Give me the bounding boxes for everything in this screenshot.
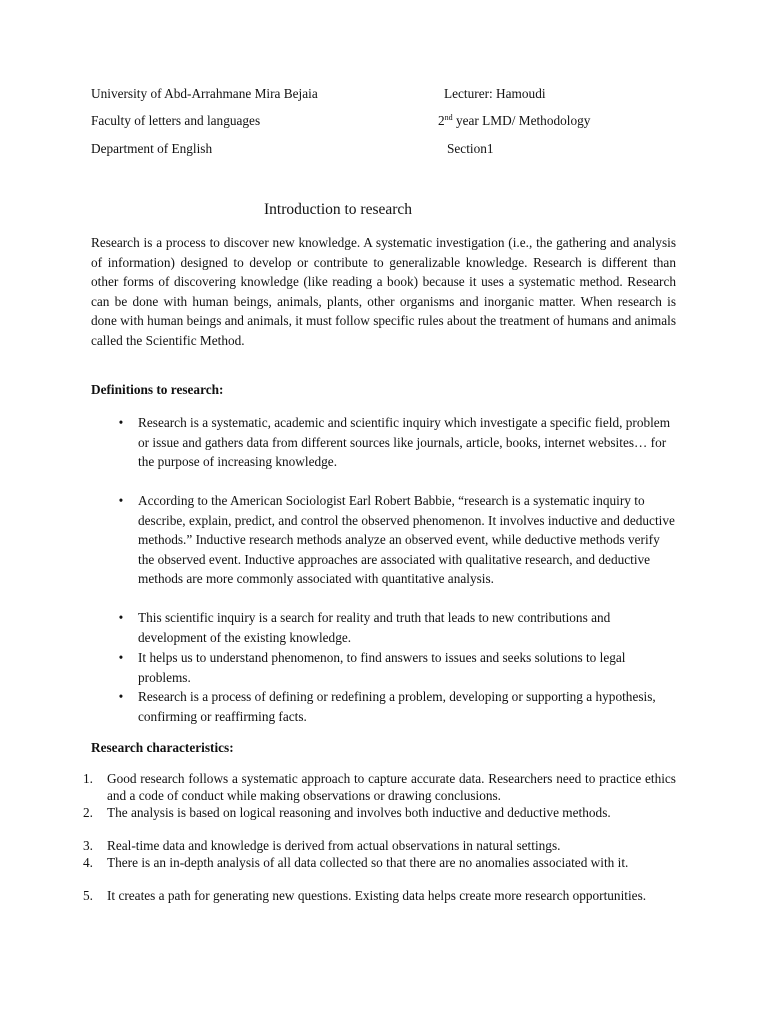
- characteristic-text: Good research follows a systematic approach to capture accurate data. Researchers need to practice ethics and a code of conduct while making observations or drawing conclusions.: [107, 771, 676, 803]
- year-number: 2: [438, 113, 445, 128]
- definition-item: [118, 687, 676, 726]
- definition-item: [118, 491, 676, 589]
- definition-text: According to the American Sociologist Earl Robert Babbie, “research is a systematic inquiry to describe, explain, predict, and control the observed phenomenon. It involves inductive and deductive methods.” Inductive research methods analyze an observed event, while deductive methods verify the observed event. Inductive approaches are associated with qualitative research, and deductive methods are more commonly associated with quantitative analysis.: [138, 493, 675, 586]
- characteristics-heading: Research characteristics:: [91, 740, 234, 755]
- characteristic-text: It creates a path for generating new questions. Existing data helps create more research opportunities.: [107, 888, 647, 903]
- characteristic-text: Real-time data and knowledge is derived from actual observations in natural settings.: [107, 838, 561, 853]
- definition-text: This scientific inquiry is a search for reality and truth that leads to new contributions and development of the existing knowledge.: [138, 610, 611, 645]
- item-number: 5.: [83, 888, 93, 903]
- header-row-2: [91, 111, 691, 131]
- department-name: Department of English: [91, 141, 213, 156]
- definition-text: Research is a systematic, academic and scientific inquiry which investigate a specific field, problem or issue and gathers data from different sources like journals, article, books, internet websites… for the purpose of increasing knowledge.: [138, 415, 671, 469]
- characteristic-item: [83, 888, 676, 905]
- definition-item: [118, 648, 676, 687]
- characteristic-text: There is an in-depth analysis of all data collected so that there are no anomalies associated with it.: [107, 855, 629, 870]
- item-number: 4.: [83, 855, 93, 870]
- intro-paragraph: Research is a process to discover new knowledge. A systematic investigation (i.e., the gathering and analysis of information) designed to develop or contribute to generalizable knowledge. Research is different than other forms of discovering knowledge (like reading a book) because it uses a systematic method. Research can be done with human beings, animals, plants, other organisms and inorganic matter. When research is done with human beings and animals, it must follow specific rules about the treatment of humans and animals called the Scientific Method.: [91, 235, 676, 348]
- definition-text: Research is a process of defining or redefining a problem, developing or supporting a hypothesis, confirming or reaffirming facts.: [138, 689, 656, 724]
- definition-text: It helps us to understand phenomenon, to find answers to issues and seeks solutions to legal problems.: [138, 650, 626, 685]
- characteristic-item: [83, 771, 676, 805]
- definition-item: [118, 608, 676, 647]
- year-superscript: nd: [444, 113, 453, 122]
- bullet-marker: •: [118, 493, 124, 508]
- definitions-heading: Definitions to research:: [91, 382, 224, 397]
- item-number: 3.: [83, 838, 93, 853]
- header-row-3: [91, 139, 691, 159]
- bullet-marker: •: [118, 415, 124, 430]
- item-number: 2.: [83, 805, 93, 820]
- item-number: 1.: [83, 771, 93, 786]
- faculty-name: Faculty of letters and languages: [91, 113, 261, 128]
- characteristic-text: The analysis is based on logical reasoning and involves both inductive and deductive methods.: [107, 805, 611, 820]
- course-year: [438, 111, 590, 131]
- section-label: Section1: [447, 141, 494, 156]
- document-title: Introduction to research: [264, 201, 413, 218]
- bullet-marker: •: [118, 689, 124, 704]
- header-row-1: [91, 84, 691, 104]
- characteristic-item: [83, 855, 676, 872]
- characteristic-item: [83, 805, 676, 822]
- characteristic-item: [83, 838, 676, 855]
- bullet-marker: •: [118, 650, 124, 665]
- definition-item: [118, 413, 676, 472]
- lecturer-name: Lecturer: Hamoudi: [444, 86, 546, 101]
- university-name: University of Abd-Arrahmane Mira Bejaia: [91, 86, 318, 101]
- year-course-text: year LMD/ Methodology: [452, 113, 591, 128]
- bullet-marker: •: [118, 610, 124, 625]
